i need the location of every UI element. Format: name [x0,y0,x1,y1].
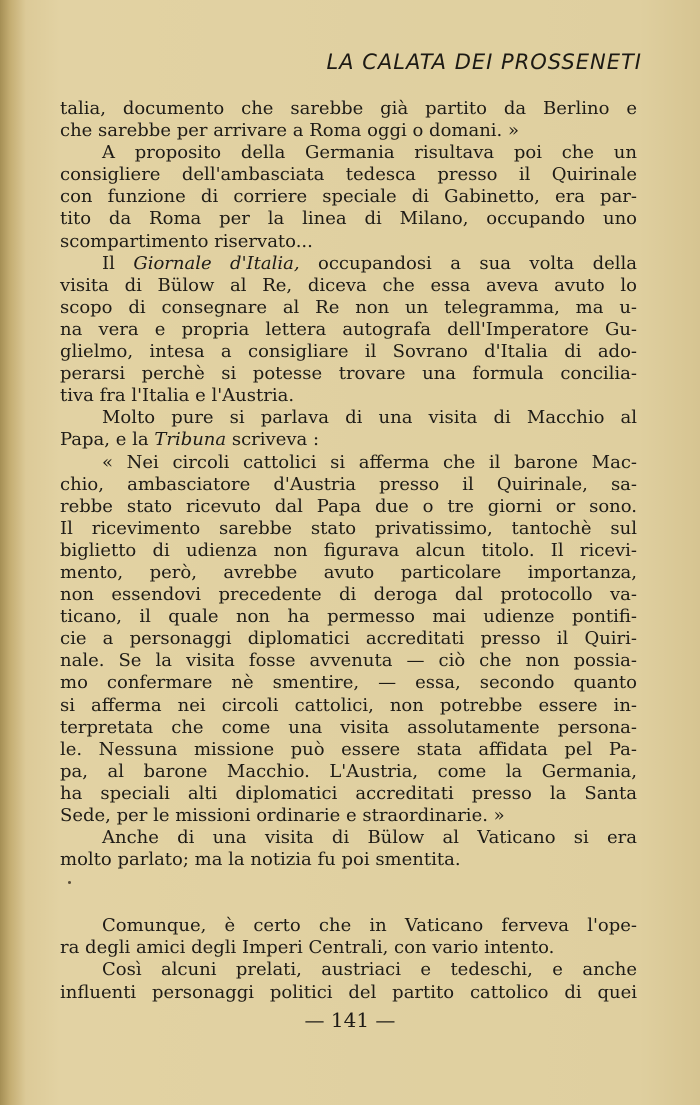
text-line: mento, però, avrebbe avuto particolare importanza, [60,561,637,583]
text-line: ra degli amici degli Imperi Centrali, con vario intento. [60,937,555,959]
text-line: Sede, per le missioni ordinarie e straordinarie. » [60,805,505,826]
text-fragment: Papa, e la [60,429,155,451]
text-line: na vera e propria lettera autografa dell'Imperatore Gu- [60,318,637,340]
text-line: A proposito della Germania risultava poi che un [102,142,637,164]
text-line: rebbe stato ricevuto dal Papa due o tre giorni or sono. [60,495,637,517]
text-line: perarsi perchè si potesse trovare una formula concilia- [60,363,637,385]
text-line: nale. Se la visita fosse avvenuta — ciò che non possia- [60,650,637,672]
page-number: — 141 — [304,1008,396,1032]
text-line: tiva fra l'Italia e l'Austria. [60,385,295,407]
text-line: talia, documento che sarebbe già partito da Berlino e [60,98,637,119]
text-line: biglietto di udienza non figurava alcun titolo. Il ricevi- [60,539,637,561]
text-line: scompartimento riservato... [60,230,313,252]
stray-mark [68,881,71,884]
text-fragment: occupandosi a sua volta della [299,252,638,274]
text-line: glielmo, intesa a consigliare il Sovrano d'Italia di ado- [60,341,637,363]
running-head: LA CALATA DEI PROSSENETI [326,50,642,74]
text-line: le. Nessuna missione può essere stata affidata pel Pa- [60,738,637,760]
text-fragment: scriveva : [226,429,320,451]
text-line: mo confermare nè smentire, — essa, secondo quanto [60,672,637,694]
text-line: ticano, il quale non ha permesso mai udienze pontifi- [60,606,637,628]
text-line: consigliere dell'ambasciata tedesca presso il Quirinale [60,164,637,186]
text-line: Comunque, è certo che in Vaticano ferveva l'ope- [102,915,637,937]
text-line: Anche di una visita di Bülow al Vaticano si era [102,827,637,849]
italic-title-giornale: Giornale d'Italia, [133,252,300,274]
text-line: influenti personaggi politici del partito cattolico di quei [60,981,637,1003]
text-line: visita di Bülow al Re, diceva che essa aveva avuto lo [60,274,637,296]
text-line: tito da Roma per la linea di Milano, occupando uno [60,208,637,230]
body-text [60,98,637,1004]
text-line: con funzione di corriere speciale di Gabinetto, era par- [60,186,637,208]
text-line: Il ricevimento sarebbe stato privatissimo, tantochè sul [60,517,637,539]
text-line: « Nei circoli cattolici si afferma che il barone Mac- [102,451,637,473]
text-line: che sarebbe per arrivare a Roma oggi o domani. » [60,120,520,142]
text-line: Molto pure si parlava di una visita di Macchio al [102,407,637,429]
text-line: ha speciali alti diplomatici accreditati presso la Santa [60,782,637,804]
section-break [60,871,637,915]
text-line: chio, ambasciatore d'Austria presso il Quirinale, sa- [60,473,637,495]
text-line: non essendovi precedente di deroga dal protocollo va- [60,584,637,606]
italic-title-tribuna: Tribuna [154,429,227,451]
text-line-mixed [60,253,637,275]
text-line: scopo di consegnare al Re non un telegramma, ma u- [60,296,637,318]
text-fragment: Il [102,252,134,274]
text-line: cie a personaggi diplomatici accreditati presso il Quiri- [60,628,637,650]
text-line: terpretata che come una visita assolutamente persona- [60,716,637,738]
text-line: molto parlato; ma la notizia fu poi smentita. [60,849,461,871]
text-line: Così alcuni prelati, austriaci e tedeschi, e anche [102,959,637,981]
text-line-mixed [60,429,637,451]
text-line: si afferma nei circoli cattolici, non potrebbe essere in- [60,694,637,716]
text-line: pa, al barone Macchio. L'Austria, come la Germania, [60,760,637,782]
